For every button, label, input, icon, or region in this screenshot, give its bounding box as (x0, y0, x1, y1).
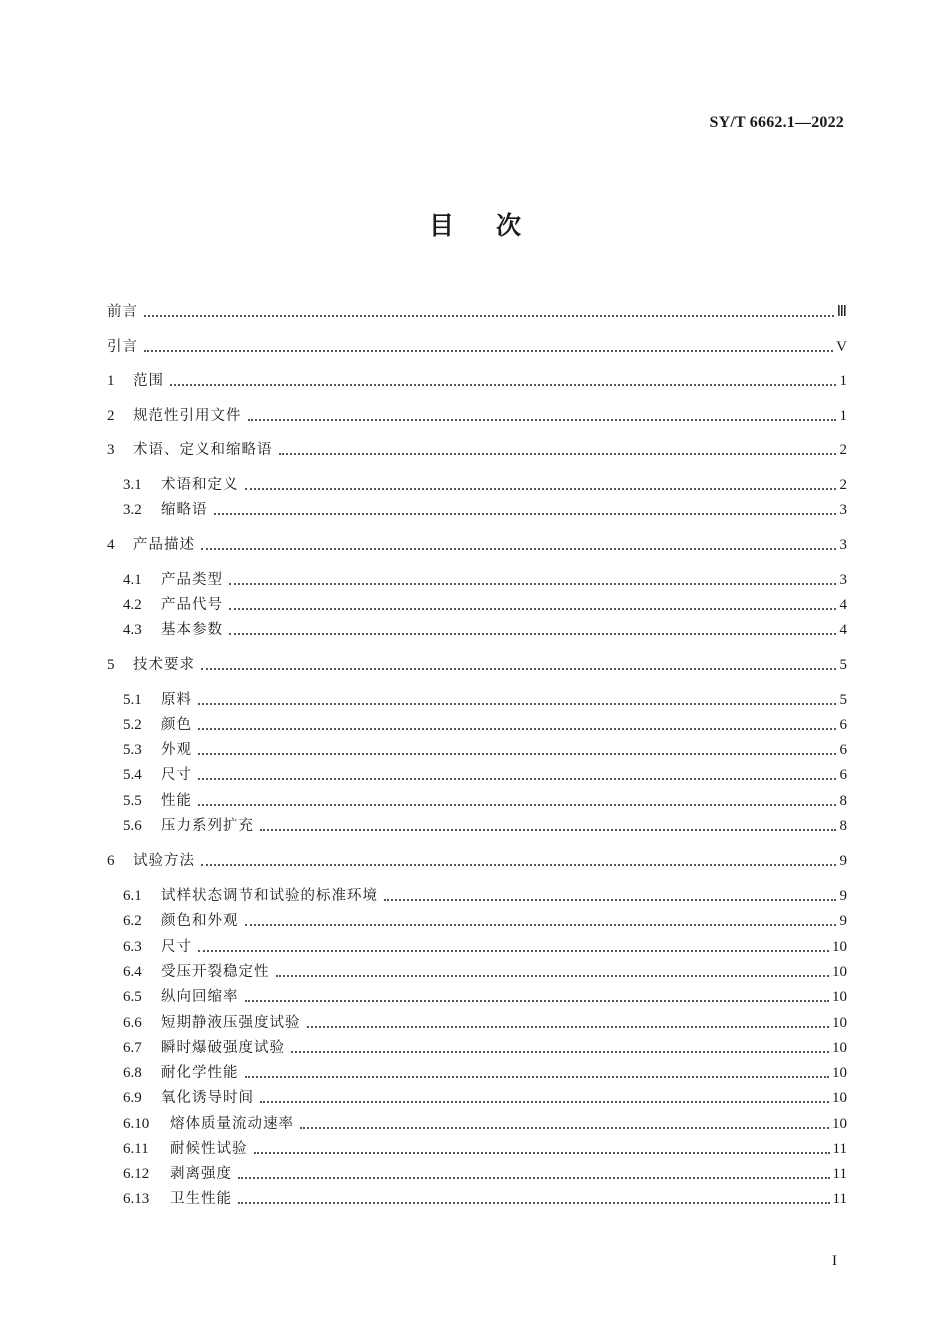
dot-leader (307, 1026, 830, 1028)
dot-leader (201, 548, 836, 550)
toc-entry-number: 6.1 (123, 888, 142, 904)
toc-entry-page: 10 (832, 1116, 847, 1132)
toc-entry-title: 原料 (161, 692, 192, 708)
toc-entry-page: 10 (832, 964, 847, 980)
toc-entry[interactable] (123, 690, 847, 710)
toc-entry[interactable] (107, 440, 847, 460)
toc-entry-page: 3 (839, 502, 847, 518)
toc-entry-title: 术语和定义 (161, 477, 239, 493)
toc-entry[interactable] (123, 1038, 847, 1058)
toc-entry-page: 11 (832, 1191, 847, 1207)
toc-entry-title: 耐化学性能 (161, 1065, 239, 1081)
toc-entry-number: 1 (107, 373, 115, 389)
toc-entry[interactable] (123, 500, 847, 520)
toc-entry[interactable] (107, 337, 847, 357)
toc-entry[interactable] (123, 1189, 847, 1209)
toc-entry-title: 性能 (161, 793, 192, 809)
dot-leader (245, 924, 837, 926)
toc-entry-title: 术语、定义和缩略语 (133, 442, 273, 458)
toc-entry-number: 6.13 (123, 1191, 150, 1207)
toc-entry[interactable] (107, 302, 847, 322)
toc-entry[interactable] (123, 765, 847, 785)
toc-entry-number: 6.11 (123, 1141, 149, 1157)
toc-entry-page: V (836, 339, 847, 355)
toc-entry[interactable] (107, 371, 847, 391)
toc-entry[interactable] (107, 655, 847, 675)
toc-entry-title: 范围 (133, 373, 164, 389)
toc-entry-title: 颜色和外观 (161, 913, 239, 929)
toc-entry-number: 6.5 (123, 989, 142, 1005)
dot-leader (198, 703, 836, 705)
dot-leader (260, 829, 836, 831)
toc-entry-title: 尺寸 (161, 939, 192, 955)
dot-leader (229, 633, 836, 635)
toc-entry-page: 1 (839, 373, 847, 389)
toc-entry-page: 10 (832, 1065, 847, 1081)
toc-entry-title: 技术要求 (133, 657, 195, 673)
dot-leader (144, 315, 834, 317)
toc-entry-page: 6 (839, 742, 847, 758)
dot-leader (144, 350, 833, 352)
toc-entry-number: 6.3 (123, 939, 142, 955)
toc-entry-page: 5 (839, 657, 847, 673)
toc-entry-number: 4.3 (123, 622, 142, 638)
toc-entry-page: 6 (839, 717, 847, 733)
toc-entry-title: 产品代号 (161, 597, 223, 613)
dot-leader (229, 608, 836, 610)
toc-entry[interactable] (123, 475, 847, 495)
toc-entry-number: 2 (107, 408, 115, 424)
toc-entry-page: 10 (832, 939, 847, 955)
toc-entry-page: 9 (839, 853, 847, 869)
toc-entry-page: 3 (839, 537, 847, 553)
toc-entry-number: 3.1 (123, 477, 142, 493)
toc-entry-title: 短期静液压强度试验 (161, 1015, 301, 1031)
toc-entry-page: 8 (839, 818, 847, 834)
toc-entry-number: 6.4 (123, 964, 142, 980)
toc-entry-number: 6.8 (123, 1065, 142, 1081)
dot-leader (201, 864, 836, 866)
toc-entry-number: 5.2 (123, 717, 142, 733)
toc-entry-page: 11 (832, 1166, 847, 1182)
dot-leader (229, 583, 836, 585)
toc-entry-title: 耐候性试验 (170, 1141, 248, 1157)
toc-entry-number: 4.2 (123, 597, 142, 613)
toc-entry[interactable] (123, 886, 847, 906)
dot-leader (198, 804, 836, 806)
toc-entry[interactable] (123, 595, 847, 615)
toc-entry-title: 规范性引用文件 (133, 408, 242, 424)
page-number: I (832, 1253, 837, 1269)
dot-leader (198, 728, 836, 730)
toc-entry-number: 4 (107, 537, 115, 553)
toc-entry-page: 2 (839, 442, 847, 458)
toc-entry-title: 瞬时爆破强度试验 (161, 1040, 285, 1056)
toc-entry[interactable] (123, 715, 847, 735)
toc-entry[interactable] (123, 987, 847, 1007)
toc-entry-page: 8 (839, 793, 847, 809)
toc-entry[interactable] (123, 620, 847, 640)
toc-entry-title: 熔体质量流动速率 (170, 1116, 294, 1132)
toc-entry-title: 基本参数 (161, 622, 223, 638)
page-title: 目次 (428, 211, 563, 240)
toc-entry-title: 压力系列扩充 (161, 818, 254, 834)
toc-entry-page: 5 (839, 692, 847, 708)
toc-entry-page: 9 (839, 913, 847, 929)
dot-leader (260, 1101, 829, 1103)
dot-leader (245, 1076, 830, 1078)
toc-entry-title: 氧化诱导时间 (161, 1090, 254, 1106)
toc-entry-title: 受压开裂稳定性 (161, 964, 270, 980)
dot-leader (291, 1051, 829, 1053)
dot-leader (245, 1000, 830, 1002)
toc-entry[interactable] (123, 740, 847, 760)
toc-entry-page: 4 (839, 622, 847, 638)
dot-leader (254, 1152, 830, 1154)
toc-entry-page: 10 (832, 1090, 847, 1106)
dot-leader (198, 778, 836, 780)
toc-entry-title: 试样状态调节和试验的标准环境 (161, 888, 378, 904)
toc-entry-title: 试验方法 (133, 853, 195, 869)
toc-entry[interactable] (123, 1088, 847, 1108)
toc-entry[interactable] (123, 816, 847, 836)
toc-entry-page: 10 (832, 989, 847, 1005)
toc-entry[interactable] (123, 1114, 847, 1134)
dot-leader (198, 753, 836, 755)
toc-entry-title: 前言 (107, 304, 138, 320)
toc-entry-page: Ⅲ (836, 304, 847, 320)
toc-entry-page: 11 (832, 1141, 847, 1157)
toc-entry-title: 产品类型 (161, 572, 223, 588)
toc-entry-title: 引言 (107, 339, 138, 355)
toc-entry-title: 剥离强度 (170, 1166, 232, 1182)
toc-entry[interactable] (123, 1063, 847, 1083)
toc-entry-title: 尺寸 (161, 767, 192, 783)
dot-leader (238, 1177, 830, 1179)
toc-entry[interactable] (107, 851, 847, 871)
dot-leader (201, 668, 836, 670)
toc-entry-page: 10 (832, 1040, 847, 1056)
toc-entry-title: 卫生性能 (170, 1191, 232, 1207)
toc-entry[interactable] (123, 962, 847, 982)
dot-leader (214, 513, 837, 515)
standard-number: SY/T 6662.1—2022 (709, 114, 844, 131)
toc-entry-title: 颜色 (161, 717, 192, 733)
dot-leader (384, 899, 836, 901)
toc-entry[interactable] (123, 1013, 847, 1033)
toc-entry[interactable] (123, 911, 847, 931)
toc-entry-number: 6 (107, 853, 115, 869)
toc-entry[interactable] (123, 1139, 847, 1159)
toc-entry[interactable] (123, 791, 847, 811)
toc-entry-page: 9 (839, 888, 847, 904)
toc-entry-number: 6.6 (123, 1015, 142, 1031)
toc-entry-number: 6.10 (123, 1116, 150, 1132)
dot-leader (170, 384, 836, 386)
toc-entry-number: 6.12 (123, 1166, 150, 1182)
toc-entry[interactable] (123, 570, 847, 590)
toc-entry-page: 3 (839, 572, 847, 588)
toc-entry-title: 缩略语 (161, 502, 208, 518)
toc-entry-number: 3.2 (123, 502, 142, 518)
toc-entry-page: 4 (839, 597, 847, 613)
dot-leader (198, 950, 829, 952)
toc-entry-title: 外观 (161, 742, 192, 758)
toc-entry[interactable] (107, 406, 847, 426)
toc-entry-page: 10 (832, 1015, 847, 1031)
toc-entry-number: 5.3 (123, 742, 142, 758)
dot-leader (276, 975, 830, 977)
toc-entry-number: 5.1 (123, 692, 142, 708)
toc-entry-page: 2 (839, 477, 847, 493)
toc-entry-number: 4.1 (123, 572, 142, 588)
toc-entry-number: 3 (107, 442, 115, 458)
toc-entry-number: 5.5 (123, 793, 142, 809)
dot-leader (248, 419, 837, 421)
toc-entry-number: 6.9 (123, 1090, 142, 1106)
toc-entry[interactable] (123, 1164, 847, 1184)
dot-leader (300, 1127, 829, 1129)
dot-leader (279, 453, 837, 455)
toc-entry-page: 1 (839, 408, 847, 424)
toc-entry[interactable] (107, 535, 847, 555)
toc-entry-title: 产品描述 (133, 537, 195, 553)
toc-entry[interactable] (123, 937, 847, 957)
toc-entry-number: 6.2 (123, 913, 142, 929)
toc-entry-number: 6.7 (123, 1040, 142, 1056)
toc-entry-title: 纵向回缩率 (161, 989, 239, 1005)
toc-entry-number: 5 (107, 657, 115, 673)
dot-leader (238, 1202, 830, 1204)
toc-entry-page: 6 (839, 767, 847, 783)
dot-leader (245, 488, 837, 490)
toc-entry-number: 5.6 (123, 818, 142, 834)
toc-entry-number: 5.4 (123, 767, 142, 783)
